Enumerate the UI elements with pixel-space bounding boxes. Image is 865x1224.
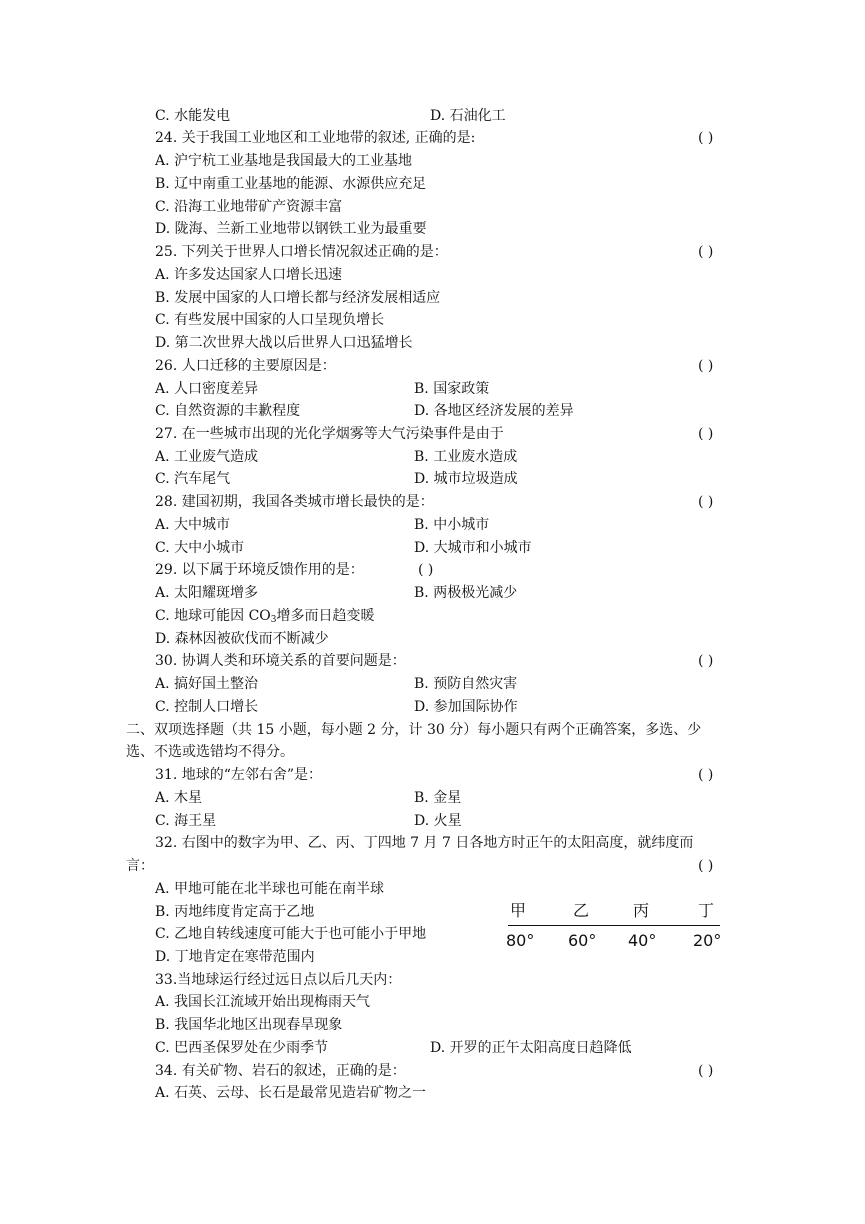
q32-option-a: A. 甲地可能在北半球也可能在南半球 [155,881,385,897]
q26-stem: 26. 人口迁移的主要原因是： [155,358,336,374]
q24-option-b: B. 辽中南重工业基地的能源、水源供应充足 [155,176,427,192]
q23-option-d: D. 石油化工 [430,108,506,124]
q29-option-c-post: 增多而日趋变暖 [276,608,375,624]
q24-option-d: D. 陇海、兰新工业地带以钢铁工业为最重要 [155,221,427,237]
q32-sun-altitude-figure [500,896,740,956]
q25-answer-bracket: ( ) [698,244,714,260]
q25-option-a: A. 许多发达国家人口增长迅速 [155,267,343,283]
q30-answer-bracket: ( ) [698,653,714,669]
q33-option-d: D. 开罗的正午太阳高度日趋降低 [430,1040,632,1056]
q34-stem: 34. 有关矿物、岩石的叙述，正确的是： [155,1063,406,1079]
q28-stem: 28. 建国初期，我国各类城市增长最快的是： [155,494,434,510]
q27-answer-bracket: ( ) [698,426,714,442]
q29-option-d: D. 森林因被砍伐而不断减少 [155,631,329,647]
figure-angle-ding: 20° [693,931,722,950]
q30-option-c: C. 控制人口增长 [155,699,259,715]
q28-option-b: B. 中小城市 [414,517,490,533]
q28-option-c: C. 大中小城市 [155,540,245,556]
q34-option-a: A. 石英、云母、长石是最常见造岩矿物之一 [155,1085,427,1101]
q26-answer-bracket: ( ) [698,358,714,374]
q33-option-c: C. 巴西圣保罗处在少雨季节 [155,1040,329,1056]
q31-answer-bracket: ( ) [698,767,714,783]
q25-stem: 25. 下列关于世界人口增长情况叙述正确的是： [155,244,448,260]
q33-option-a: A. 我国长江流域开始出现梅雨天气 [155,994,371,1010]
figure-angle-yi: 60° [568,931,597,950]
q30-option-d: D. 参加国际协作 [414,699,518,715]
q29-answer-bracket: ( ) [418,562,434,578]
q29-option-c-pre: C. 地球可能因 CO [155,608,271,624]
figure-angle-jia: 80° [506,931,535,950]
q32-answer-bracket: ( ) [698,858,714,874]
q27-option-a: A. 工业废气造成 [155,449,259,465]
figure-place-jia: 甲 [510,901,527,920]
q33-option-b: B. 我国华北地区出现春旱现象 [155,1017,343,1033]
q25-option-c: C. 有些发展中国家的人口呈现负增长 [155,312,385,328]
q24-stem: 24. 关于我国工业地区和工业地带的叙述, 正确的是: [155,130,476,146]
q26-option-b: B. 国家政策 [414,381,490,397]
figure-baseline [508,925,720,926]
q27-stem: 27. 在一些城市出现的光化学烟雾等大气污染事件是由于 [155,426,504,442]
q32-option-b: B. 丙地纬度肯定高于乙地 [155,904,315,920]
q26-option-c: C. 自然资源的丰歉程度 [155,403,301,419]
q25-option-d: D. 第二次世界大战以后世界人口迅猛增长 [155,335,413,351]
q23-option-c: C. 水能发电 [155,108,231,124]
q27-option-c: C. 汽车尾气 [155,471,231,487]
q24-answer-bracket: ( ) [698,130,714,146]
q28-option-d: D. 大城市和小城市 [414,540,532,556]
q29-option-c [155,606,375,626]
q29-option-b: B. 两极极光减少 [414,585,518,601]
q27-option-d: D. 城市垃圾造成 [414,471,518,487]
q33-stem: 33.当地球运行经过远日点以后几天内： [155,972,402,988]
q29-option-a: A. 太阳耀斑增多 [155,585,259,601]
q32-stem-line1: 32. 右图中的数字为甲、乙、丙、丁四地 7 月 7 日各地方时正午的太阳高度，就纬度而 [155,835,694,851]
q30-option-b: B. 预防自然灾害 [414,676,518,692]
figure-place-ding: 丁 [698,901,715,920]
section2-heading-line1: 二、双项选择题（共 15 小题，每小题 2 分，计 30 分）每小题只有两个正确答案，多选、少 [126,722,702,738]
q29-option-c-subscript: 3 [270,615,277,625]
figure-angle-bing: 40° [628,931,657,950]
q28-option-a: A. 大中城市 [155,517,231,533]
q31-option-c: C. 海王星 [155,813,217,829]
q26-option-a: A. 人口密度差异 [155,381,259,397]
q27-option-b: B. 工业废水造成 [414,449,518,465]
q29-stem: 29. 以下属于环境反馈作用的是： [155,562,364,578]
q31-option-d: D. 火星 [414,813,462,829]
figure-place-yi: 乙 [573,901,590,920]
q28-answer-bracket: ( ) [698,494,714,510]
q32-option-c: C. 乙地自转线速度可能大于也可能小于甲地 [155,926,427,942]
q31-option-a: A. 木星 [155,790,203,806]
q25-option-b: B. 发展中国家的人口增长都与经济发展相适应 [155,290,441,306]
q31-option-b: B. 金星 [414,790,462,806]
figure-place-bing: 丙 [633,901,650,920]
q30-option-a: A. 搞好国土整治 [155,676,259,692]
q32-stem-line2: 言： [126,858,154,874]
q26-option-d: D. 各地区经济发展的差异 [414,403,574,419]
q31-stem: 31. 地球的“左邻右舍”是： [155,767,323,783]
q30-stem: 30. 协调人类和环境关系的首要问题是： [155,653,406,669]
q24-option-a: A. 沪宁杭工业基地是我国最大的工业基地 [155,153,413,169]
q34-answer-bracket: ( ) [698,1063,714,1079]
q32-option-d: D. 丁地肯定在寒带范围内 [155,949,315,965]
section2-heading-line2: 选、不选或选错均不得分。 [126,744,294,760]
q24-option-c: C. 沿海工业地带矿产资源丰富 [155,199,343,215]
